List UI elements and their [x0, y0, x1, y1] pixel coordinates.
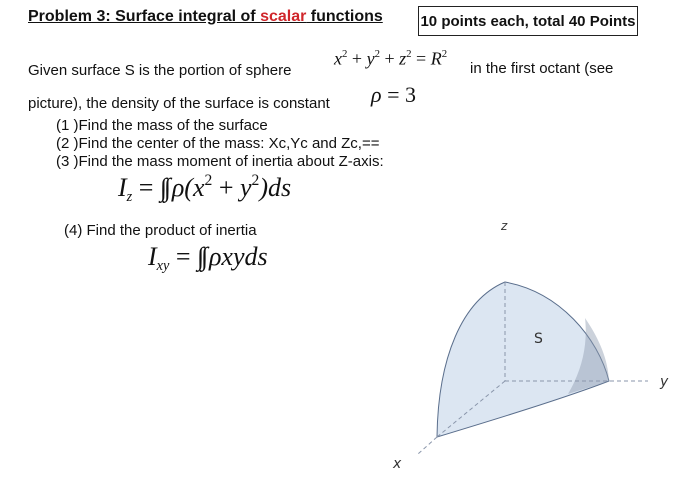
- title-prefix: Problem 3: Surface integral of: [28, 8, 261, 25]
- task-1: (1 )Find the mass of the surface: [56, 117, 268, 134]
- task-2: (2 )Find the center of the mass: Xc,Yc and Zc,==: [56, 135, 380, 152]
- rho-value: = 3: [381, 82, 416, 107]
- task-3: (3 )Find the mass moment of inertia about Z-axis:: [56, 153, 384, 170]
- product-of-inertia-formula: $I_{xy}$ = ∫∫ ρxyds: [148, 242, 268, 274]
- title-suffix: functions: [306, 8, 383, 25]
- task-4: (4) Find the product of inertia: [64, 222, 257, 239]
- given-line-2: picture), the density of the surface is constant: [28, 95, 330, 112]
- z-axis-label: z: [501, 219, 508, 233]
- surface-label: S: [534, 331, 543, 347]
- iz-subscript: z: [126, 188, 133, 205]
- moment-of-inertia-formula: $I_z$ = ∫∫ $\rho(x^2 + y^2)ds$: [118, 172, 292, 205]
- x-axis-label: x: [393, 456, 402, 472]
- title-highlight: scalar: [260, 8, 307, 25]
- given-line-1: Given surface S is the portion of sphere: [28, 62, 292, 79]
- x-axis-extension: [418, 437, 437, 454]
- y-axis-label: y: [660, 374, 669, 390]
- rho-symbol: ρ: [371, 82, 382, 107]
- sphere-equation: $x^2 + y^2 + z^2 = R^2$: [334, 48, 448, 69]
- given-line-1-end: in the first octant (see: [470, 60, 614, 77]
- ixy-subscript: xy: [156, 258, 170, 274]
- points-text: 10 points each, total 40 Points: [420, 12, 636, 30]
